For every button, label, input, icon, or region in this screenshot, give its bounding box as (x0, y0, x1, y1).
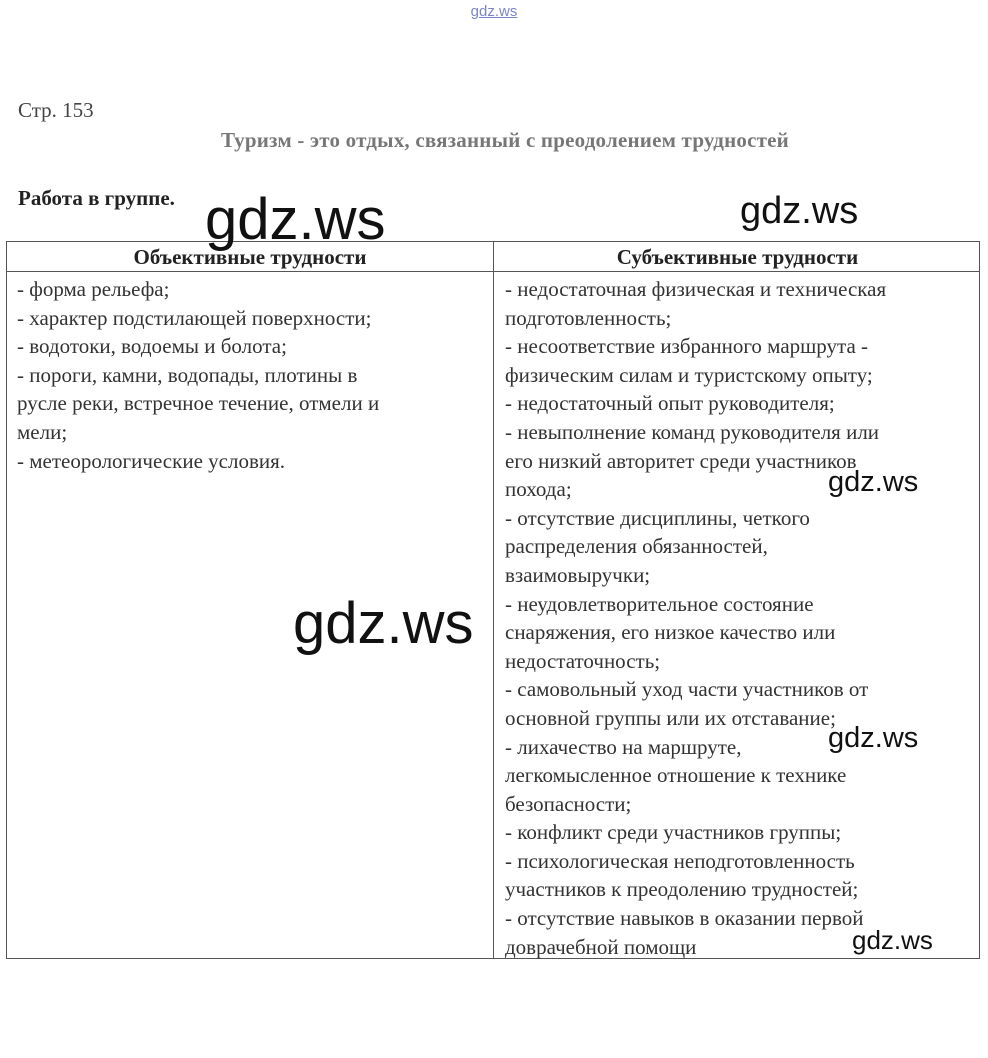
list-line: недостаточность; (505, 648, 661, 673)
header-divider (7, 271, 979, 272)
watermark: gdz.ws (293, 591, 474, 656)
list-line: - отсутствие навыков в оказании первой (505, 906, 864, 931)
list-line: - характер подстилающей поверхности; (17, 305, 372, 330)
watermark: gdz.ws (852, 925, 933, 955)
list-line: распределения обязанностей, (505, 534, 768, 559)
list-line: - пороги, камни, водопады, плотины в (17, 362, 358, 387)
list-line: снаряжения, его низкое качество или (505, 620, 836, 645)
list-line: - неудовлетворительное состояние (505, 591, 814, 616)
list-line: - недостаточная физическая и техническая (505, 277, 887, 301)
list-line: - невыполнение команд руководителя или (505, 419, 880, 444)
watermark: gdz.ws (828, 466, 919, 498)
list-line: его низкий авторитет среди участников (505, 448, 857, 473)
objective-difficulties-header: Объективные трудности (133, 245, 367, 269)
list-line: подготовленность; (505, 305, 672, 330)
column-divider (493, 242, 494, 958)
list-line: русле реки, встречное течение, отмели и (17, 391, 380, 416)
watermark: gdz.ws (828, 722, 919, 754)
list-line: безопасности; (505, 791, 632, 816)
list-line: легкомысленное отношение к технике (505, 763, 847, 788)
list-line: - несоответствие избранного маршрута - (505, 334, 869, 359)
subjective-difficulties-header: Субъективные трудности (616, 245, 859, 269)
list-line: физическим силам и туристскому опыту; (505, 362, 873, 387)
watermark: gdz.ws (205, 187, 386, 252)
list-line: - психологическая неподготовленность (505, 848, 855, 873)
list-line: - отсутствие дисциплины, четкого (505, 505, 810, 530)
list-line: - метеорологические условия. (17, 448, 286, 473)
subjective-difficulties-list (505, 275, 975, 961)
list-line: - лихачество на маршруте, (505, 734, 742, 759)
list-line: - самовольный уход части участников от (505, 677, 869, 702)
watermark: gdz.ws (740, 190, 859, 232)
list-line: - водотоки, водоемы и болота; (17, 334, 287, 359)
topic-title: Туризм - это отдых, связанный с преодолением трудностей (221, 128, 789, 152)
difficulties-table (6, 241, 980, 959)
site-link[interactable]: gdz.ws (470, 3, 518, 20)
objective-difficulties-list (17, 275, 487, 475)
list-line: взаимовыручки; (505, 562, 651, 587)
list-line: похода; (505, 477, 572, 502)
list-line: мели; (17, 419, 68, 444)
list-line: доврачебной помощи (505, 934, 697, 959)
task-label: Работа в группе. (18, 186, 175, 210)
list-line: - конфликт среди участников группы; (505, 820, 842, 845)
page-reference: Стр. 153 (18, 98, 94, 122)
list-line: участников к преодолению трудностей; (505, 877, 859, 902)
list-line: основной группы или их отставание; (505, 705, 836, 730)
list-line: - форма рельефа; (17, 277, 170, 301)
list-line: - недостаточный опыт руководителя; (505, 391, 835, 416)
